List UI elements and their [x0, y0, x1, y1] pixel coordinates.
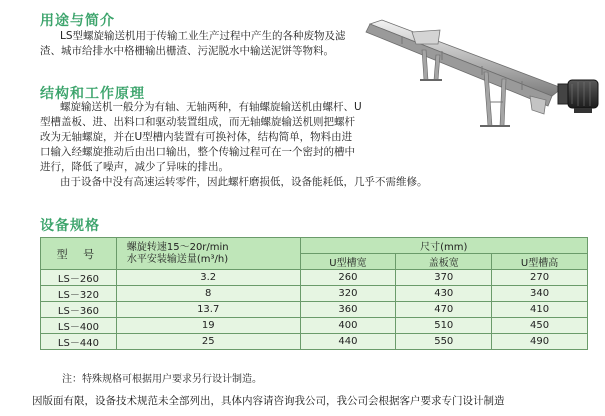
table-row [41, 286, 588, 302]
footer-text: 因版面有限，设备技术规范未全部列出，具体内容请咨询我公司，我公司会根据客户要求专门设计制造 [32, 395, 505, 407]
model-cell: LS－360 [41, 302, 117, 318]
model-header: 型 号 [41, 238, 117, 270]
usage-title: 用途与简介 [40, 13, 115, 29]
speed-header-line2: 水平安装输送量(m³/h) [126, 253, 229, 265]
trough-width-cell: 360 [300, 302, 396, 318]
trough-height-cell: 410 [492, 302, 588, 318]
cover-width-cell: 370 [396, 270, 492, 286]
flow-cell: 8 [116, 286, 300, 302]
table-row [41, 302, 588, 318]
flow-cell: 25 [116, 334, 300, 350]
trough-height-cell: 340 [492, 286, 588, 302]
trough-width-header: U型槽宽 [300, 254, 396, 270]
cover-width-cell: 430 [396, 286, 492, 302]
spec-title: 设备规格 [40, 218, 100, 234]
structure-title: 结构和工作原理 [40, 86, 145, 102]
table-row [41, 334, 588, 350]
structure-paragraph-2: 由于设备中没有高速运转零件，因此螺杆磨损低，设备能耗低，几乎不需维修。 [60, 176, 428, 188]
flow-cell: 19 [116, 318, 300, 334]
trough-height-cell: 490 [492, 334, 588, 350]
model-cell: LS－320 [41, 286, 117, 302]
trough-height-cell: 450 [492, 318, 588, 334]
trough-width-cell: 440 [300, 334, 396, 350]
cover-width-header: 盖板宽 [396, 254, 492, 270]
trough-height-header: U型槽高 [492, 254, 588, 270]
size-header: 尺寸(mm) [300, 238, 587, 254]
model-cell: LS－400 [41, 318, 117, 334]
structure-paragraph-1: 螺旋输送机一般分为有轴、无轴两种，有轴螺旋输送机由螺杆、U型槽盖板、进、出料口和驱动装置组成，而无轴螺旋输送机则把螺杆改为无轴螺旋，并在U型槽内装置有可换衬体，结构简单，物料由进口输入经螺旋推动后由出口输出，整个传输过程可在一个密封的槽中进行，降低了噪声，减少了异味的排出。 [40, 101, 362, 173]
table-row [41, 270, 588, 286]
trough-width-cell: 260 [300, 270, 396, 286]
flow-cell: 3.2 [116, 270, 300, 286]
flow-cell: 13.7 [116, 302, 300, 318]
cover-width-cell: 470 [396, 302, 492, 318]
trough-height-cell: 270 [492, 270, 588, 286]
model-cell: LS－440 [41, 334, 117, 350]
usage-text: LS型螺旋输送机用于传输工业生产过程中产生的各种废物及滤渣、城市给排水中格栅输出栅渣、污泥脱水中输送泥饼等物料。 [40, 30, 346, 57]
spec-table [40, 237, 588, 350]
trough-width-cell: 320 [300, 286, 396, 302]
model-cell: LS－260 [41, 270, 117, 286]
cover-width-cell: 550 [396, 334, 492, 350]
structure-text [40, 100, 595, 190]
speed-header-line1: 螺旋转速15～20r/min [126, 241, 229, 253]
speed-header [116, 238, 300, 270]
cover-width-cell: 510 [396, 318, 492, 334]
trough-width-cell: 400 [300, 318, 396, 334]
table-row [41, 318, 588, 334]
spec-note: 注：特殊规格可根据用户要求另行设计制造。 [62, 374, 262, 385]
